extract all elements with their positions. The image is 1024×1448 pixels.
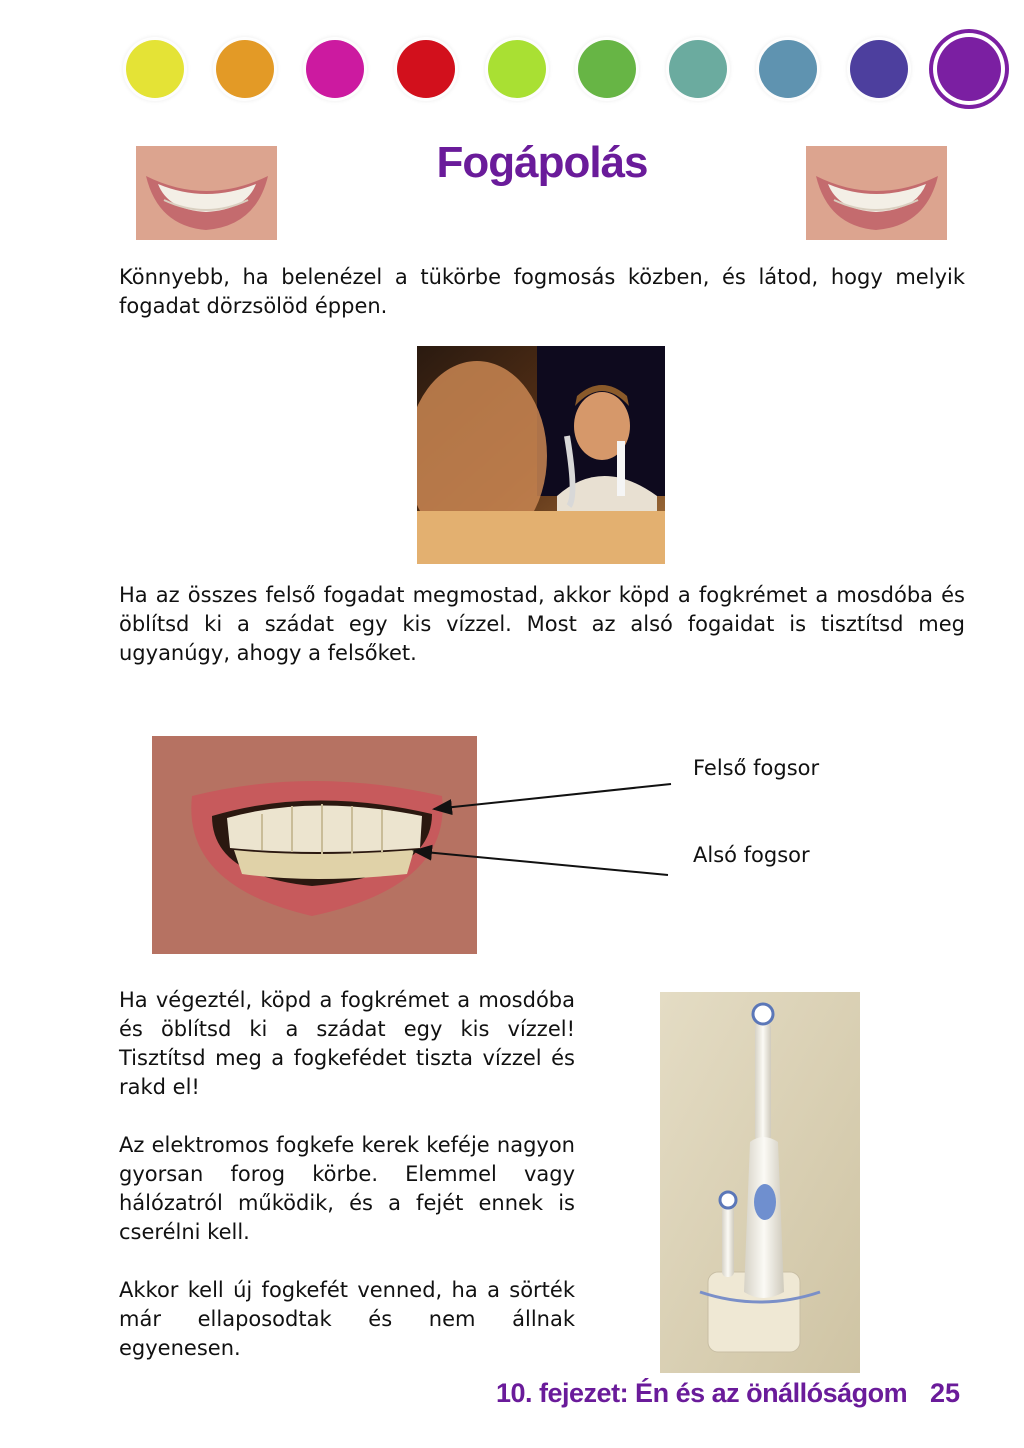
electric-toothbrush-photo: [660, 992, 860, 1373]
color-dot-current: [937, 37, 1001, 101]
color-dot: [759, 40, 817, 98]
paragraph-mirror: Könnyebb, ha belenézel a tükörbe fogmosás közben, és látod, hogy melyik fogadat dörzsölöd éppen.: [119, 265, 965, 318]
color-dot: [126, 40, 184, 98]
color-dot: [306, 40, 364, 98]
paragraph-finished: Ha végeztél, köpd a fogkrémet a mosdóba és öblítsd ki a szádat egy kis vízzel! Tisztítsd meg a fogkefédet tiszta vízzel és rakd el!: [119, 988, 575, 1099]
teeth-photo: [152, 736, 477, 954]
upper-teeth-label: Felső fogsor: [693, 756, 820, 780]
page-number: 25: [930, 1378, 961, 1408]
color-dot: [216, 40, 274, 98]
color-dot: [397, 40, 455, 98]
color-dot: [850, 40, 908, 98]
boy-brushing-photo: [417, 346, 665, 564]
color-dot: [669, 40, 727, 98]
paragraph-upper-done: Ha az összes felső fogadat megmostad, akkor köpd a fogkrémet a mosdóba és öblítsd ki a szádat egy kis vízzel. Most az alsó fogaidat is tisztítsd meg ugyanúgy, ahogy a felsőket.: [119, 583, 965, 665]
paragraph-new-brush: Akkor kell új fogkefét venned, ha a sörték már ellaposodtak és nem állnak egyenesen.: [119, 1278, 575, 1360]
smile-photo-right: [806, 146, 947, 240]
color-dot: [488, 40, 546, 98]
color-dot: [578, 40, 636, 98]
paragraph-electric: Az elektromos fogkefe kerek keféje nagyon gyorsan forog körbe. Elemmel vagy hálózatról működik, és a fejét ennek is cserélni kell.: [119, 1133, 575, 1244]
footer-chapter-title: 10. fejezet: Én és az önállóságom: [496, 1378, 908, 1408]
page-title: Fogápolás: [436, 138, 648, 187]
chapter-color-dots: [0, 40, 1024, 112]
lower-teeth-label: Alsó fogsor: [693, 843, 810, 867]
